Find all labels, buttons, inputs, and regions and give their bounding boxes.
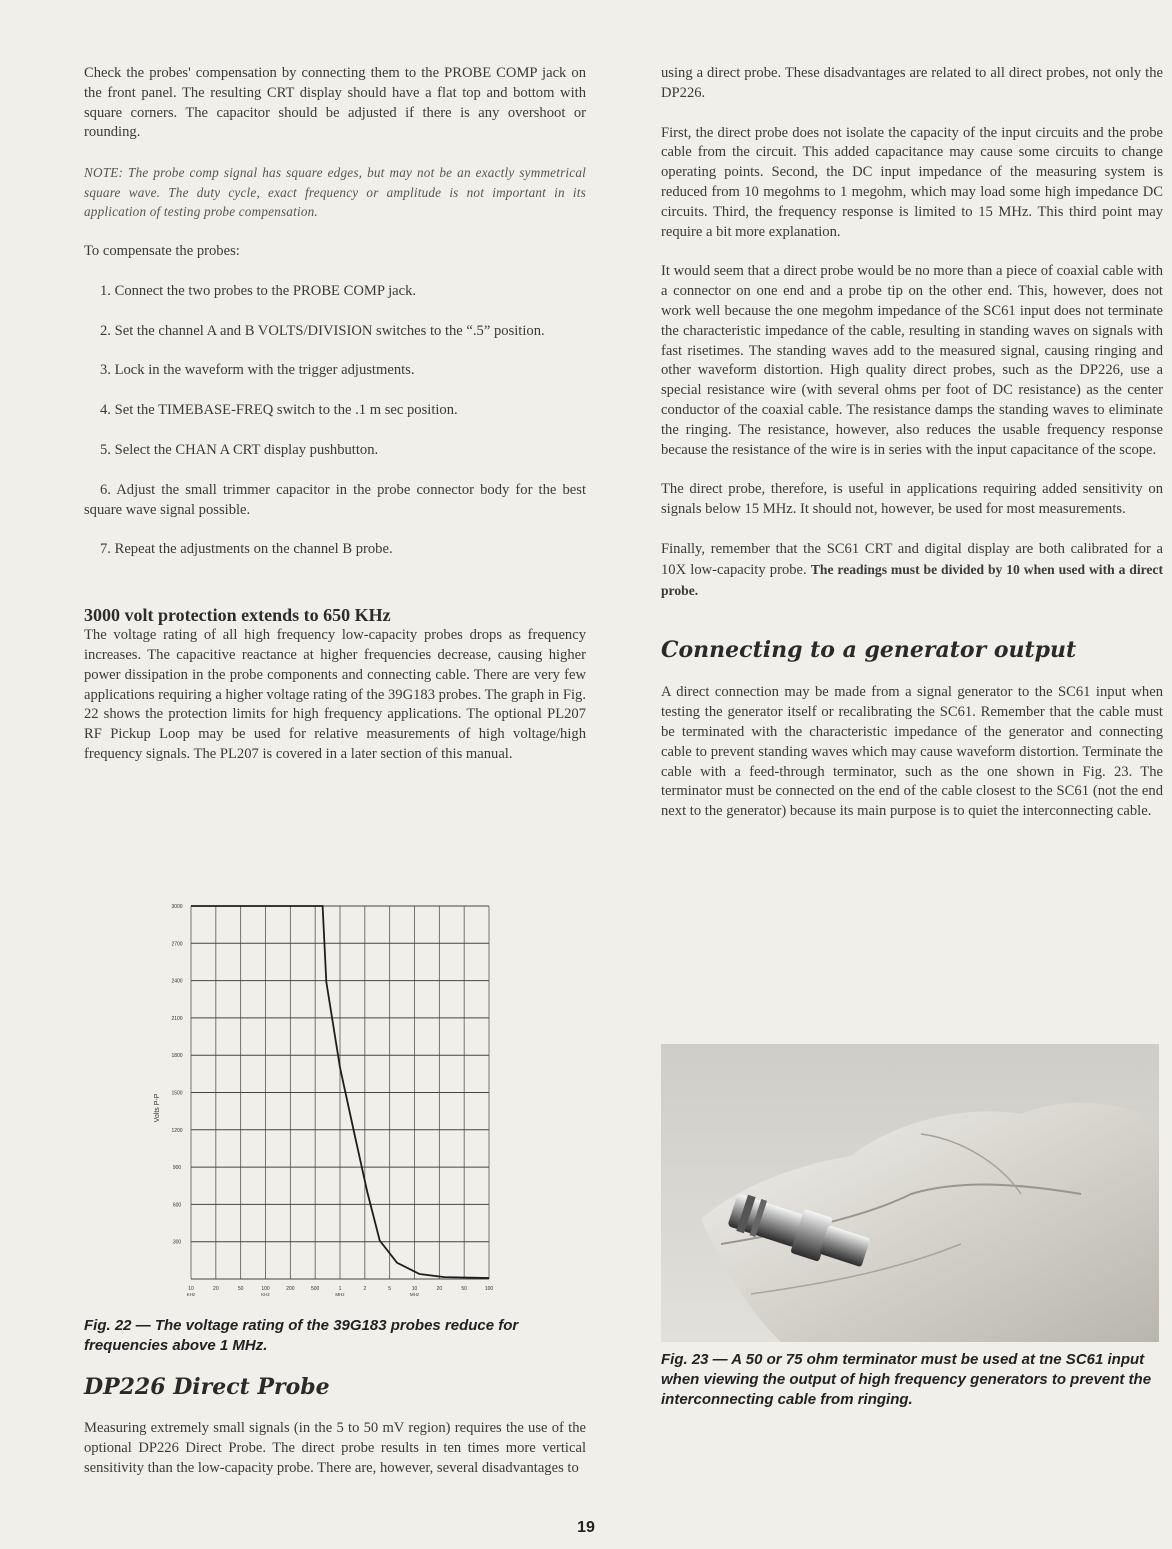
x-unit-label: MHz (335, 1292, 345, 1297)
x-tick-label: 100 (261, 1286, 270, 1292)
chart-grid (191, 906, 489, 1279)
y-tick-label: 2400 (171, 978, 183, 985)
generator-heading: Connecting to a generator output (661, 637, 1077, 664)
to-compensate-label: To compensate the probes: (84, 242, 240, 259)
generator-body: A direct connection may be made from a signal generator to the SC61 input when testing the generator itself or recalibrating the SC61. Remember that the cable must be terminated with the characteristic impedance of the generator and connecting cable to prevent standing waves which may cause waveform distortion. Terminate the cable with a feed-through terminator, such as the one shown in Fig. 23. The terminator must be connected on the end of the cable closest to the SC61 (not the end next to the generator) because its main purpose is to quiet the interconnecting cable. (661, 684, 1163, 820)
x-tick-label: 50 (237, 1286, 244, 1292)
section-body: The voltage rating of all high frequency low-capacity probes drops as frequency increases. The capacitive reactance at higher frequencies decrease, causing higher power dissipation in the probe components and connecting cable. There are very few applications requiring a higher voltage rating of the 39G183 probes. The graph in Fig. 22 shows the protection limits for high frequency applications. The optional PL207 RF Pickup Loop may be used for relative measurements of high voltage/high frequency signals. The PL207 is covered in a later section of this manual. (84, 627, 586, 762)
y-tick-label: 1800 (171, 1053, 183, 1060)
y-tick-label: 900 (172, 1165, 182, 1172)
section-heading: 3000 volt protection extends to 650 KHz (84, 605, 391, 626)
step-item: 6. Adjust the small trimmer capacitor in the probe connector body for the best square wave signal possible. (84, 481, 586, 518)
x-unit-label: KHz (261, 1292, 270, 1297)
right-paragraph-4: The direct probe, therefore, is useful in applications requiring added sensitivity on signals below 15 MHz. It should not, however, be used for most measurements. (661, 481, 1163, 518)
note-paragraph: NOTE: The probe comp signal has square edges, but may not be an exactly symmetrical square wave. The duty cycle, exact frequency or amplitude is not important in its application of testing probe compensation. (84, 165, 586, 220)
right-paragraph-2: First, the direct probe does not isolate the capacity of the input circuits and the probe cable from the circuit. This added capacitance may cause some circuits to change operating points. Second, the DC input impedance of the measuring system is reduced from 10 megohms to 1 megohm, which may load some high impedance DC circuits. Third, the frequency response is limited to 15 MHz. This third point may require a bit more explanation. (661, 124, 1163, 240)
x-tick-label: 50 (461, 1286, 467, 1292)
x-tick-label: 100 (484, 1286, 494, 1292)
y-tick-label: 2700 (171, 941, 183, 948)
dp226-heading: DP226 Direct Probe (84, 1374, 330, 1400)
fig22-caption: Fig. 22 — The voltage rating of the 39G183 probes reduce for frequencies above 1 MHz. (84, 1317, 519, 1354)
intro-paragraph: Check the probes' compensation by connecting them to the PROBE COMP jack on the front panel. The resulting CRT display should have a flat top and bottom with square corners. The capacitor should be adjusted if there is any overshoot or rounding. (84, 65, 586, 141)
right-paragraph-5 (661, 540, 1163, 601)
step-item: 5. Select the CHAN A CRT display pushbutton. (100, 441, 379, 458)
x-tick-label: 10 (411, 1286, 418, 1292)
y-axis-ticks (171, 904, 182, 1246)
right-paragraph-1: using a direct probe. These disadvantages are related to all direct probes, not only the DP226. (661, 65, 1163, 101)
y-tick-label: 300 (172, 1239, 182, 1246)
x-axis-ticks (187, 1286, 494, 1297)
x-unit-label: MHz (409, 1292, 420, 1297)
y-tick-label: 3000 (171, 904, 183, 910)
page-number: 19 (577, 1519, 595, 1536)
y-axis-label: Volts P-P (154, 1093, 161, 1123)
x-tick-label: 200 (286, 1286, 295, 1292)
y-tick-label: 2100 (171, 1015, 183, 1022)
x-tick-label: 20 (436, 1286, 443, 1292)
calibration-warning: The readings must be divided by 10 when used with a direct probe. (661, 561, 1163, 598)
left-column (84, 64, 586, 785)
x-tick-label: 5 (388, 1286, 392, 1292)
x-tick-label: 500 (310, 1286, 320, 1292)
step-item: 4. Set the TIMEBASE-FREQ switch to the .1 m sec position. (100, 402, 458, 419)
step-item: 1. Connect the two probes to the PROBE COMP jack. (100, 282, 417, 299)
fig23-caption: Fig. 23 — A 50 or 75 ohm terminator must be used at tne SC61 input when viewing the output of high frequency generators to prevent the interconnecting cable from ringing. (661, 1351, 1152, 1408)
x-tick-label: 10 (188, 1286, 194, 1292)
y-tick-label: 600 (172, 1202, 182, 1209)
steps-list (84, 282, 586, 560)
calibration-text: Finally, remember that the SC61 CRT and digital display are both calibrated for a 10X low-capacity probe. (661, 540, 1163, 578)
y-tick-label: 1200 (171, 1127, 183, 1134)
step-item: 3. Lock in the waveform with the trigger adjustments. (100, 362, 415, 379)
terminator-photo (661, 1044, 1159, 1342)
voltage-rating-chart (150, 896, 500, 1308)
y-tick-label: 1500 (171, 1090, 183, 1097)
x-tick-label: 20 (213, 1286, 219, 1292)
dp226-body: Measuring extremely small signals (in the 5 to 50 mV region) requires the use of the optional DP226 Direct Probe. The direct probe results in ten times more vertical sensitivity than the low-capacity probe. There are, however, several disadvantages to (84, 1420, 586, 1476)
right-paragraph-3: It would seem that a direct probe would be no more than a piece of coaxial cable with a connector on one end and a probe tip on the other end. This, however, does not work well because the one megohm impedance of the SC61 input does not terminate the characteristic impedance of the cable, resulting in standing waves on signals with fast risetimes. The standing waves add to the measured signal, causing ringing and other waveform distortion. High quality direct probes, such as the DP226, use a special resistance wire (with several ohms per foot of DC resistance) as the center conductor of the coaxial cable. The resistance damps the standing waves to eliminate the ringing. The resistance, however, also reduces the usable frequency response because the resistance of the wire is in series with the input capacitance of the scope. (661, 263, 1163, 458)
x-unit-label: KHz (186, 1292, 196, 1297)
step-item: 7. Repeat the adjustments on the channel B probe. (100, 541, 393, 558)
x-tick-label: 2 (363, 1286, 367, 1292)
right-column (661, 64, 1163, 842)
step-item: 2. Set the channel A and B VOLTS/DIVISION switches to the “.5” position. (100, 322, 545, 339)
x-tick-label: 1 (338, 1286, 342, 1292)
